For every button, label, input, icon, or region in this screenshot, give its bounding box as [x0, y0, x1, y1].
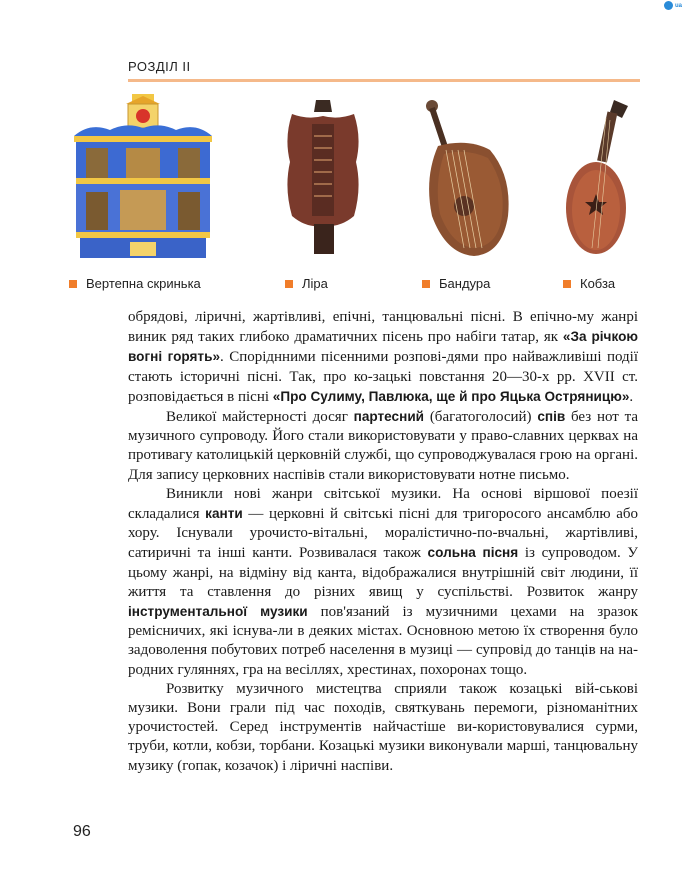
bullet-square-icon — [422, 280, 430, 288]
corner-logo — [664, 1, 698, 10]
figure-caption-bandura — [422, 276, 490, 291]
song-title: «Про Сулиму, Павлюка, ще й про Яцька Остряницю» — [272, 388, 630, 404]
caption-text: Кобза — [580, 276, 616, 291]
text-run: із супроводом. У цьому жанрі, на відміну від канта, відображалися внутрішній світ людини, її життя та ставлення до різних явищ у суспільстві. Розвиток жанру — [128, 545, 638, 600]
page-number: 96 — [73, 823, 91, 840]
text-run: без нот та музичного супроводу. Його стали використовувати у право-славних церквах на противагу католицькій церковній службі, що супроводжувалася грою на органі. Для запису церковних наспівів стали використовувати нотне письмо. — [128, 409, 639, 483]
logo-mark: ua — [675, 2, 683, 9]
text-run: (багатоголосий) — [424, 409, 538, 426]
header-rule — [128, 79, 640, 82]
paragraph-1 — [128, 308, 638, 407]
text-run: . — [629, 388, 634, 405]
figure-lyre — [282, 98, 364, 260]
figure-vertep-box — [70, 92, 216, 260]
paragraph-4: Розвитку музичного мистецтва сприяли також козацькі вій-ськові музики. Вони грали під час походів, святкувань перемоги, різноманітних урочистостей. Серед інструментів найчастіше ви-користовувалися сурми, труби, котли, кобзи, торбани. Козацькі музики виконували марші, танцювальну музику (гопак, козачок) і ліричні наспіви. — [128, 680, 638, 774]
figure-caption-kobza — [563, 276, 615, 291]
vertep-box-icon — [70, 92, 216, 260]
paragraph-3 — [128, 485, 638, 680]
section-title: РОЗДІЛ ІІ — [128, 59, 191, 74]
song-title: «За річкою вогні горять» — [128, 329, 638, 365]
caption-text: Вертепна скринька — [86, 276, 201, 291]
text-run: . Споріднними пісенними розпові-дями про найважливіші події стають історичні пісні. Так, про ко-зацькі повстання 20—30-х рр. XVII ст. розповідається в пісні — [128, 349, 639, 405]
caption-text: Ліра — [302, 276, 328, 291]
bullet-square-icon — [285, 280, 293, 288]
bullet-square-icon — [69, 280, 77, 288]
text-run: обрядові, ліричні, жартівливі, епічні, танцювальні пісні. В епічно-му жанрі виник ряд таких глибоко драматичних пісень про набіги татар, як — [128, 309, 638, 346]
term: інструментальної музики — [128, 604, 308, 620]
text-run: пов'язаний із музичними цехами на зразок ремісничих, які існува-ли в деяких містах. Основною метою їх створення було задоволення побутових потреб населення в музиці — супровід до танців на на-родних гуляннях, гра на весіллях, хрестинах, похоронах тощо. — [128, 604, 638, 678]
term: спів — [537, 409, 566, 425]
logo-icon — [664, 1, 673, 10]
lyre-icon — [282, 98, 364, 260]
term: канти — [205, 506, 243, 522]
figure-kobza — [562, 98, 636, 258]
bandura-icon — [424, 98, 512, 260]
term: сольна пісня — [427, 545, 519, 561]
text-run: Великої майстерності досяг — [166, 409, 354, 426]
text-run: — церковні й світські пісні для тригоросого ансамблю або хору. Існували урочисто-вітальні, моралістично-по-вчальні, жартівливі, сатиричні та інші канти. Розвивалася також — [128, 506, 638, 562]
text-run: Виникли нові жанри світської музики. На основі віршової поезії складалися — [128, 485, 638, 523]
caption-text: Бандура — [439, 276, 491, 291]
body-text — [128, 308, 638, 776]
figure-caption-lyre — [285, 276, 328, 291]
paragraph-2 — [128, 407, 638, 485]
kobza-icon — [562, 98, 636, 258]
term: партесний — [353, 409, 425, 425]
figure-bandura — [424, 98, 512, 260]
figure-caption-vertep — [69, 276, 201, 291]
bullet-square-icon — [563, 280, 571, 288]
